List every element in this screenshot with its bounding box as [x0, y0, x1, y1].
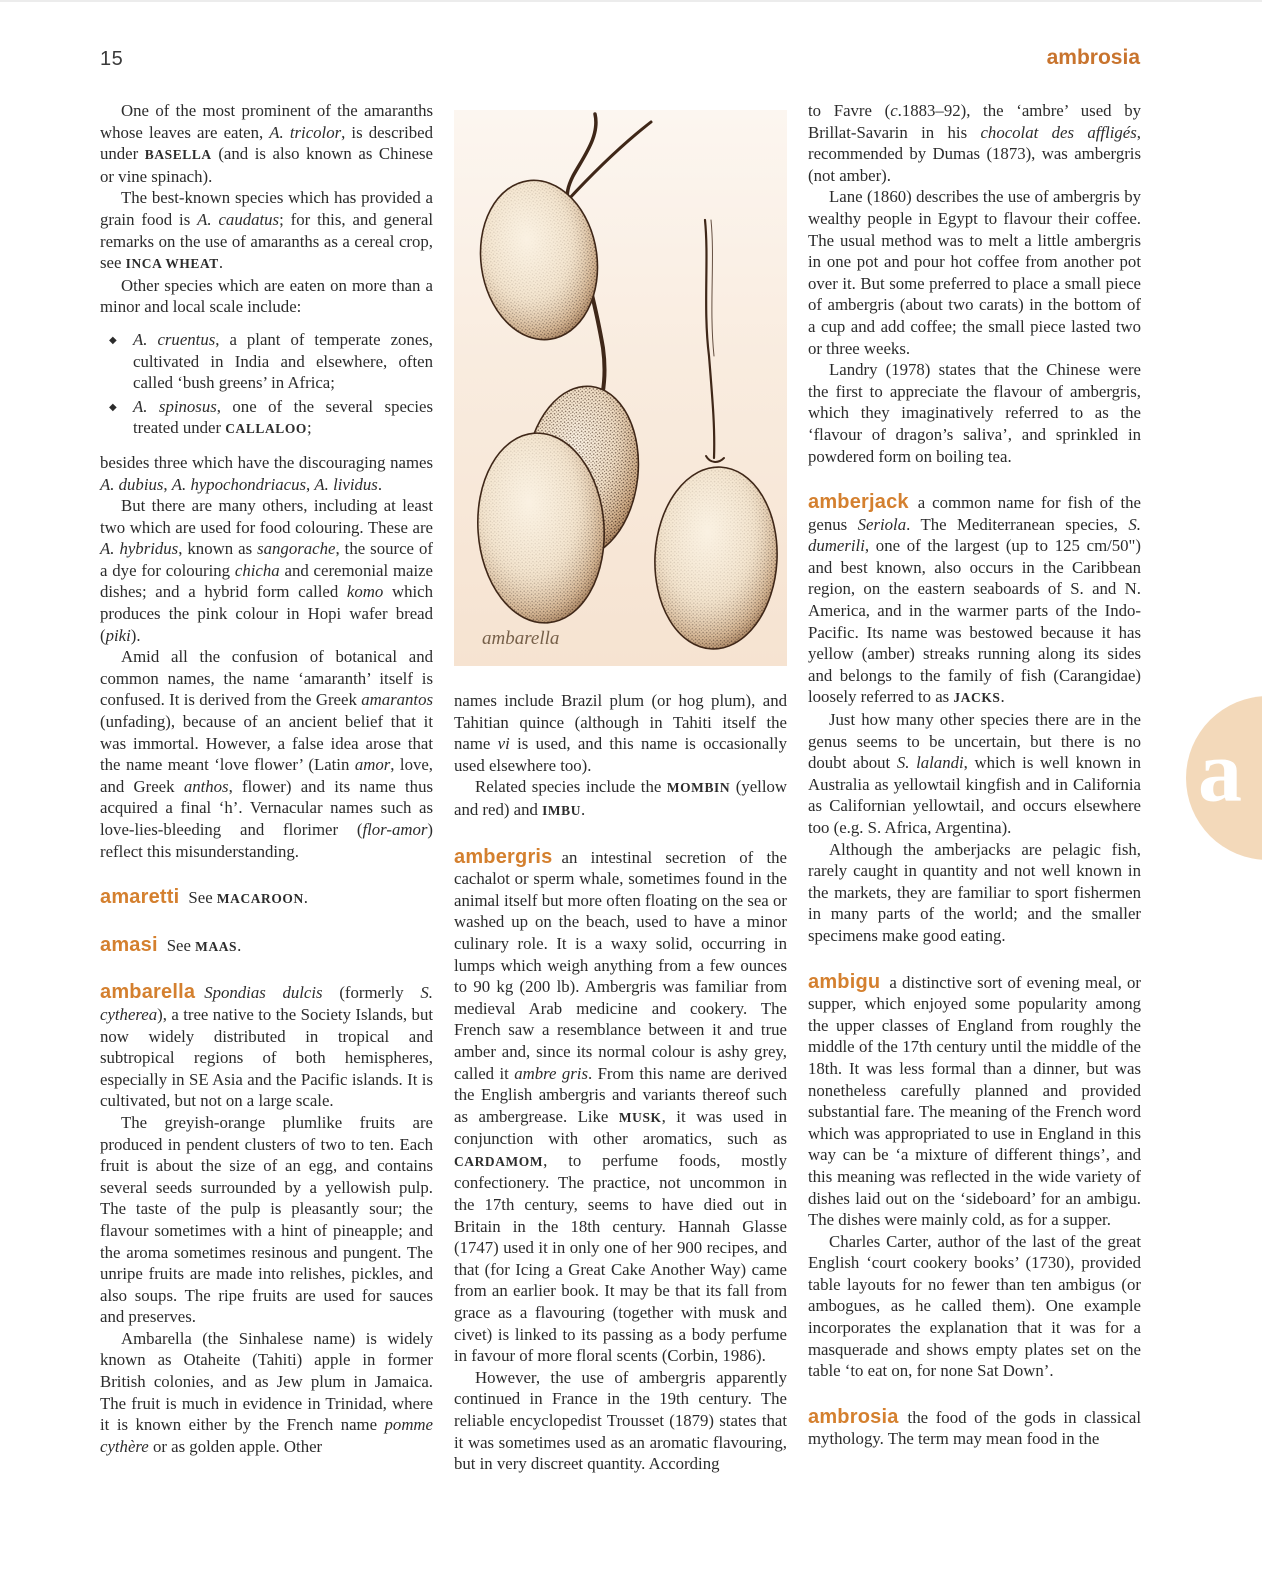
middle-column-text [454, 690, 787, 1475]
left-column [100, 100, 433, 1475]
fruit-top-left [470, 173, 607, 348]
paragraph: Lane (1860) describes the use of ambergris by wealthy people in Egypt to flavour their coffee. The usual method was to melt a little ambergris in one pot and pour hot coffee from another pot over it. But some preferred to place a small piece of ambergris (about two carats) in the bottom of a cup and add coffee; the small piece lasted two or three weeks. [808, 187, 1141, 358]
headword: amberjack [808, 491, 909, 514]
headword: ambarella [100, 981, 196, 1004]
ambarella-illustration [454, 110, 787, 666]
entry-ambarella: ambarella Spondias dulcis (formerly S. cytherea), a tree native to the Society Islands, but now widely distributed in tropical and subtropical regions of both hemispheres, especially in SE Asia and the Pacific islands. It is cultivated, but not on a large scale. [100, 981, 433, 1111]
page-number: 15 [100, 48, 124, 70]
headword: ambrosia [808, 1405, 899, 1428]
text-columns [100, 100, 1141, 1475]
figure-ambarella [454, 110, 787, 666]
bullet-item: ◆ A. spinosus, one of the several species treated under CALLALOO; [109, 396, 434, 438]
entry-amaretti: amaretti See MACAROON. [100, 886, 308, 909]
running-head: ambrosia [1046, 46, 1140, 69]
middle-column [454, 100, 787, 1475]
letter-tab-a [1186, 696, 1262, 860]
paragraph: Landry (1978) states that the Chinese were the first to appreciate the flavour of ambergris, which they imaginatively referred to as the ‘flavour of dragon’s saliva’, and sprinkled in powdered form on boiling tea. [808, 360, 1141, 466]
paragraph: The greyish-orange plumlike fruits are produced in pendent clusters of two to ten. Each fruit is about the size of an egg, and contains several seeds surrounded by a yellowish pulp. The taste of the pulp is pleasantly sour; the flavour sometimes with a hint of pineapple; and the aroma sometimes resinous and pungent. The unripe fruits are made into relishes, pickles, and also soups. The ripe fruits are used for sauces and preserves. [100, 1112, 433, 1327]
headword: amaretti [100, 886, 180, 909]
paragraph: Although the amberjacks are pelagic fish, rarely caught in quantity and not well known in the markets, they are familiar to sport fishermen in many parts of the world; and the smaller specimens make good eating. [808, 839, 1141, 945]
entry-ambigu: ambigu a distinctive sort of evening meal, or supper, which enjoyed some popularity among the upper classes of England from roughly the middle of the 17th century until the middle of the 18th. It was less formal than a dinner, but was nonetheless carefully planned and provided substantial fare. The meaning of the French word which was appropriated to use in England in this way can be ‘a mixture of different things’, and this meaning was reflected in the wide variety of dishes laid out on the ‘sideboard’ for an ambigu. The dishes were mainly cold, as for a supper. [808, 970, 1141, 1230]
paragraph: names include Brazil plum (or hog plum), and Tahitian quince (although in Tahiti itself the name vi is used, and this name is occasionally used elsewhere too). [454, 691, 787, 775]
paragraph: But there are many others, including at least two which are used for food colouring. These are A. hybridus, known as sangorache, the source of a dye for colouring chicha and ceremonial maize dishes; and a hybrid form called komo which produces the pink colour in Hopi wafer bread (piki). [100, 496, 434, 645]
right-column [808, 100, 1141, 1475]
headword: ambergris [454, 845, 553, 868]
fruit-right [650, 464, 781, 652]
headword: amasi [100, 933, 158, 956]
entry-ambrosia: ambrosia the food of the gods in classical mythology. The term may mean food in the [808, 1405, 1141, 1449]
paragraph: Amid all the confusion of botanical and common names, the name ‘amaranth’ itself is confused. It is derived from the Greek amarantos (unfading), because of an ancient belief that it was immortal. However, a false idea arose that the name meant ‘love flower’ (Latin amor, love, and Greek anthos, flower) and its name thus acquired a final ‘h’. Vernacular names such as love-lies-bleeding and florimer (flor-amor) reflect this misunderstanding. [100, 647, 434, 861]
paragraph: Other species which are eaten on more than a minor and local scale include: [100, 275, 433, 317]
entry-ambergris: ambergris an intestinal secretion of the cachalot or sperm whale, sometimes found in the animal itself but more often floating on the sea or washed up on the beach, used to have a minor culinary role. It is a waxy solid, occurring in lumps which weigh anything from a few ounces to 90 kg (200 lb). Ambergris was familiar from medieval Arab medicine and cookery. The French saw a resemblance between it and true amber and, since its normal colour is ashy grey, called it ambre gris. From this name are derived the English ambergris and variants thereof such as ambergrease. Like MUSK, it was used in conjunction with other aromatics, such as CARDAMOM, to perfume foods, mostly confectionery. The practice, not uncommon in the 17th century, seems to have died out in Britain in the 18th century. Hannah Glasse (1747) used it in only one of her 900 recipes, and that (for Icing a Great Cake Another Way) came from an earlier book. It may be that its fall from grace as a flavouring (together with musk and civet) is linked to its passing as a body perfume in favour of more floral scents (Corbin, 1986). [454, 845, 788, 1366]
paragraph: Charles Carter, author of the last of the great English ‘court cookery books’ (1730), provided table layouts for no fewer than ten ambigus (or ambogues, as he called them). One example incorporates the explanation that it was for a masquerade and shows empty plates set on the table ‘to eat on, for none Sat Down’. [808, 1231, 1141, 1381]
entry-amasi: amasi See MAAS. [100, 933, 242, 956]
paragraph: Just how many other species there are in the genus seems to be uncertain, but there is no doubt about S. lalandi, which is well known in Australia as yellowtail kingfish and in California as Californian yellowtail, and occurs elsewhere too (e.g. S. Africa, Argentina). [808, 710, 1141, 837]
paragraph: Ambarella (the Sinhalese name) is widely known as Otaheite (Tahiti) apple in former British colonies, and as Jew plum in Jamaica. The fruit is much in evidence in Trinidad, where it is known either by the French name pomme cythère or as golden apple. Other [100, 1328, 433, 1456]
headword: ambigu [808, 970, 881, 993]
figure-caption: ambarella [482, 628, 560, 650]
paragraph: However, the use of ambergris apparently continued in France in the 19th century. The reliable encyclopedist Trousset (1879) states that it was sometimes used as an aromatic flavouring, but in very discreet quantity. According [454, 1367, 787, 1474]
paragraph: One of the most prominent of the amaranths whose leaves are eaten, A. tricolor, is described under BASELLA (and is also known as Chinese or vine spinach). [100, 101, 434, 186]
entry-amberjack: amberjack a common name for fish of the genus Seriola. The Mediterranean species, S. dumerili, one of the largest (up to 125 cm/50") and best known, also occurs in the Caribbean region, on the eastern seaboards of S. and N. America, and in the warmer parts of the Indo-Pacific. Its name was bestowed because it has yellow (amber) streaks running along its sides and belongs to the family of fish (Carangidae) loosely referred to as JACKS. [808, 491, 1141, 707]
letter-tab-letter: a [1198, 723, 1242, 821]
paragraph: Related species include the MOMBIN (yellow and red) and IMBU. [454, 777, 787, 819]
diamond-bullet-icon: ◆ [109, 334, 117, 346]
paragraph: to Favre (c.1883–92), the ‘ambre’ used by Brillat-Savarin in his chocolat des affligés, recommended by Dumas (1873), was ambergris (not amber). [808, 101, 1141, 185]
diamond-bullet-icon: ◆ [109, 401, 117, 413]
paragraph: besides three which have the discouraging names A. dubius, A. hypochondriacus, A. lividus. [100, 452, 433, 494]
paragraph: The best-known species which has provided a grain food is A. caudatus; for this, and general remarks on the use of amaranths as a cereal crop, see INCA WHEAT. [100, 188, 433, 273]
bullet-item: ◆ A. cruentus, a plant of temperate zones, cultivated in India and elsewhere, often called ‘bush greens’ in Africa; [109, 329, 433, 393]
